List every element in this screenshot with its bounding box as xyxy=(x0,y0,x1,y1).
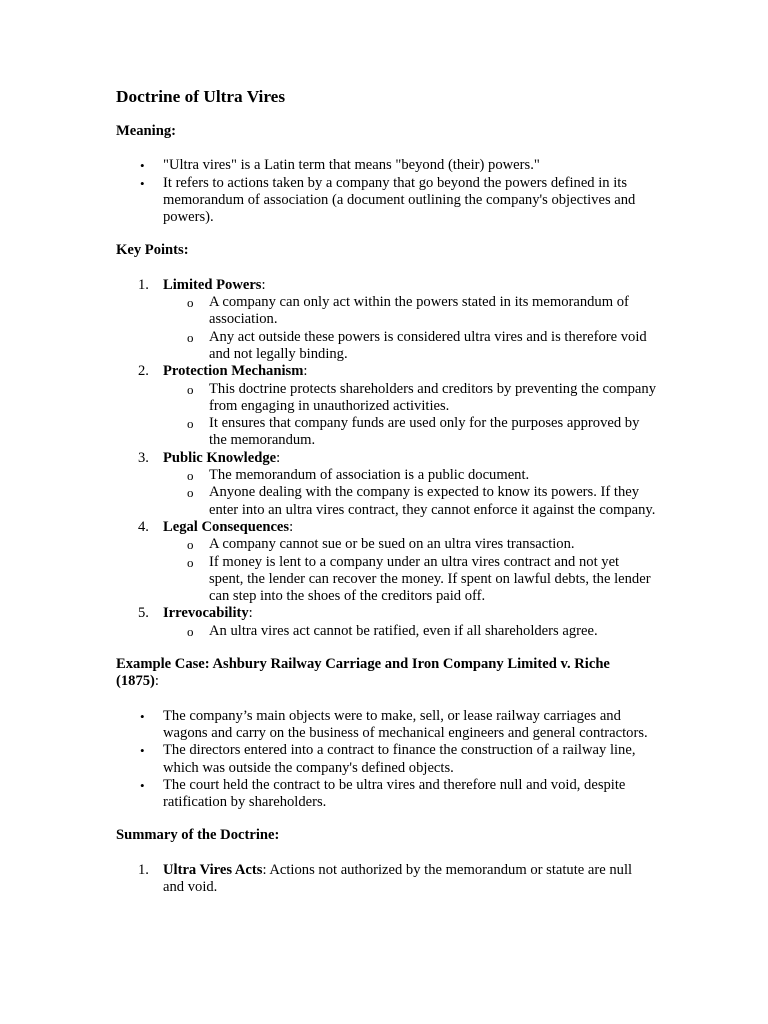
sub-list-item xyxy=(163,554,656,606)
sub-item-text: If money is lent to a company under an ultra vires contract and not yet spent, the lender can recover the money. If spent on lawful debts, the lender can step into the shoes of the creditors paid off. xyxy=(209,553,651,605)
sub-item-text: Any act outside these powers is considered ultra vires and is therefore void and not legally binding. xyxy=(209,328,647,362)
list-item-text: "Ultra vires" is a Latin term that means "beyond (their) powers." xyxy=(163,157,540,174)
item-number: 1. xyxy=(138,276,149,293)
sub-item-text: A company cannot sue or be sued on an ultra vires transaction. xyxy=(209,536,575,553)
list-item-text: The court held the contract to be ultra vires and therefore null and void, despite ratification by shareholders. xyxy=(163,776,626,811)
item-number: 1. xyxy=(138,861,149,878)
meaning-list xyxy=(116,157,656,226)
key-point-item xyxy=(116,277,656,363)
sub-item-text: It ensures that company funds are used only for the purposes approved by the memorandum. xyxy=(209,415,640,449)
item-title: Public Knowledge xyxy=(163,449,277,466)
sub-bullet-icon: o xyxy=(187,554,194,570)
list-item xyxy=(116,708,656,743)
colon: : xyxy=(261,276,266,293)
key-points-list xyxy=(116,277,656,640)
sub-item-text: A company can only act within the powers stated in its memorandum of association. xyxy=(209,294,629,328)
example-case-list xyxy=(116,708,656,812)
key-point-item xyxy=(116,519,656,605)
colon: : xyxy=(262,861,267,878)
bullet-icon: • xyxy=(140,158,145,174)
sub-list-item xyxy=(163,467,656,484)
colon: : xyxy=(248,605,253,622)
example-case-heading-text: Example Case: Ashbury Railway Carriage and Iron Company Limited v. Riche (1875) xyxy=(116,656,610,690)
list-item-text: It refers to actions taken by a company that go beyond the powers defined in its memorandum of association (a document outlining the company's objectives and powers). xyxy=(163,174,636,226)
item-number: 5. xyxy=(138,605,149,622)
item-number: 4. xyxy=(138,518,149,535)
summary-heading: Summary of the Doctrine: xyxy=(116,827,280,844)
sub-bullet-icon: o xyxy=(187,537,194,553)
bullet-icon: • xyxy=(140,777,145,793)
list-item xyxy=(116,777,656,812)
item-number: 2. xyxy=(138,363,149,380)
colon: : xyxy=(276,449,281,466)
summary-list xyxy=(116,862,656,897)
list-item xyxy=(116,157,656,174)
key-point-item xyxy=(116,605,656,640)
key-points-heading: Key Points: xyxy=(116,242,189,259)
colon: : xyxy=(289,518,294,535)
item-title: Legal Consequences xyxy=(163,518,290,535)
sub-bullet-icon: o xyxy=(187,468,194,484)
sub-list-item xyxy=(163,623,656,640)
item-text: Actions not authorized by the memorandum or statute are null and void. xyxy=(163,861,633,895)
bullet-icon: • xyxy=(140,175,145,191)
colon: : xyxy=(303,363,308,380)
bullet-icon: • xyxy=(140,743,145,759)
sub-list xyxy=(163,467,656,519)
sub-item-text: Anyone dealing with the company is expected to know its powers. If they enter into an ultra vires contract, they cannot enforce it against the company. xyxy=(209,484,656,518)
sub-list-item xyxy=(163,415,656,450)
item-title: Ultra Vires Acts xyxy=(163,861,263,878)
sub-list xyxy=(163,536,656,605)
sub-list xyxy=(163,623,656,640)
sub-list-item xyxy=(163,536,656,553)
sub-bullet-icon: o xyxy=(187,485,194,501)
sub-bullet-icon: o xyxy=(187,416,194,432)
meaning-heading: Meaning: xyxy=(116,123,176,139)
sub-item-text: The memorandum of association is a public document. xyxy=(209,467,530,484)
example-case-heading xyxy=(116,656,656,691)
list-item xyxy=(116,742,656,777)
bullet-icon: • xyxy=(140,708,145,724)
list-item-text: The company’s main objects were to make, sell, or lease railway carriages and wagons and carry on the business of mechanical engineers and general contractors. xyxy=(163,707,648,741)
key-point-item xyxy=(116,450,656,519)
summary-item xyxy=(116,862,656,897)
list-item-text: The directors entered into a contract to finance the construction of a railway line, which was outside the company's defined objects. xyxy=(163,742,636,776)
document-page xyxy=(116,86,656,896)
sub-list-item xyxy=(163,294,656,329)
sub-bullet-icon: o xyxy=(187,381,194,397)
item-title: Protection Mechanism xyxy=(163,363,304,380)
sub-bullet-icon: o xyxy=(187,295,194,311)
colon: : xyxy=(154,673,159,690)
sub-list-item xyxy=(163,329,656,364)
item-number: 3. xyxy=(138,449,149,466)
sub-item-text: This doctrine protects shareholders and creditors by preventing the company from engaging in unauthorized activities. xyxy=(209,380,656,414)
list-item xyxy=(116,175,656,227)
sub-list-item xyxy=(163,484,656,519)
sub-list xyxy=(163,294,656,363)
sub-item-text: An ultra vires act cannot be ratified, even if all shareholders agree. xyxy=(209,622,598,639)
item-title: Irrevocability xyxy=(163,605,249,622)
sub-list-item xyxy=(163,381,656,416)
page-title: Doctrine of Ultra Vires xyxy=(116,87,286,106)
sub-list xyxy=(163,381,656,450)
key-point-item xyxy=(116,363,656,449)
item-title: Limited Powers xyxy=(163,276,262,293)
sub-bullet-icon: o xyxy=(187,329,194,345)
sub-bullet-icon: o xyxy=(187,623,194,639)
